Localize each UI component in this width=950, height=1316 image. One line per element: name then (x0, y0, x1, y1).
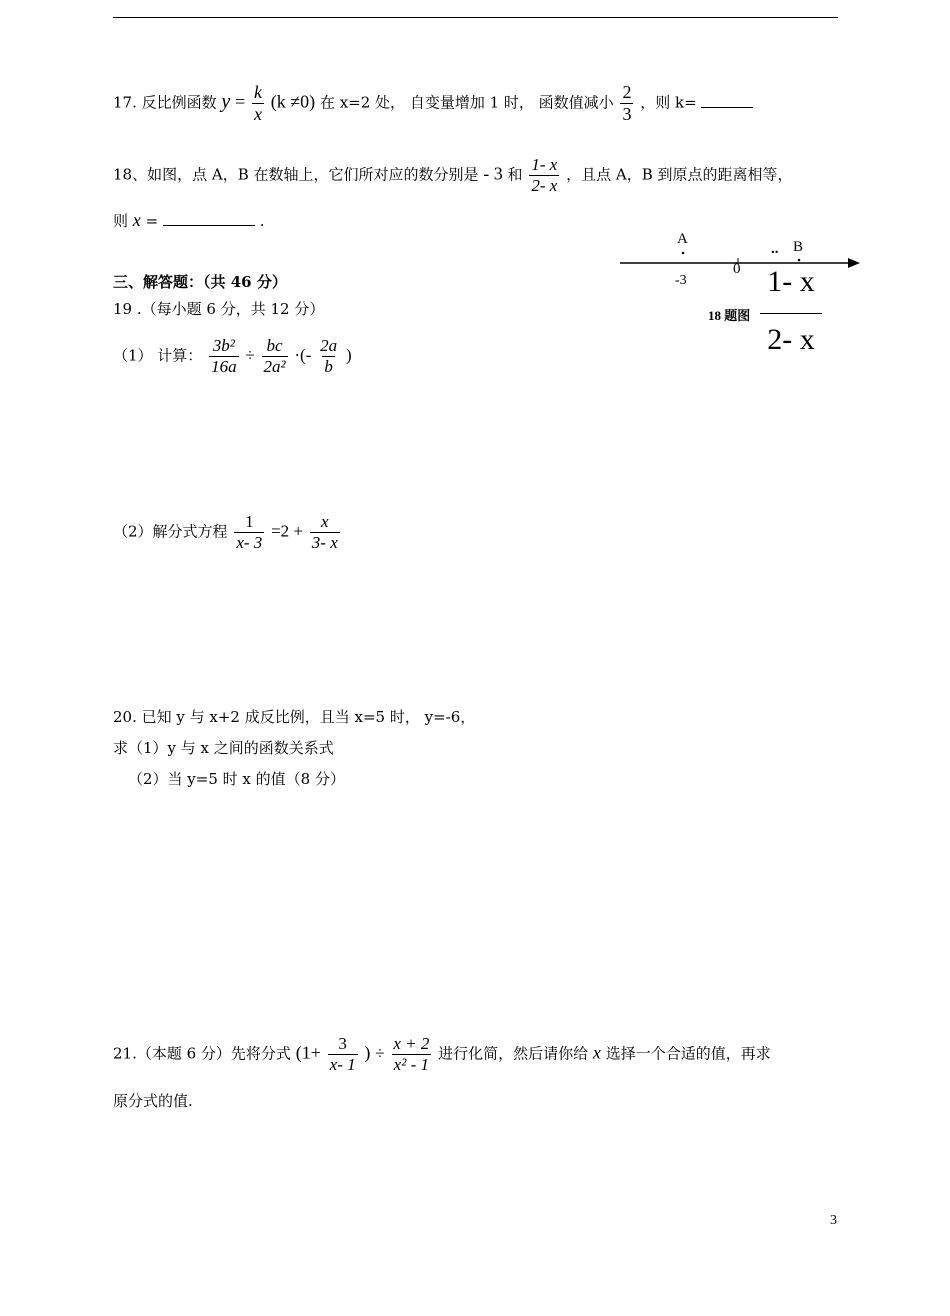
q18-var: x (132, 210, 141, 230)
q17-fraction (252, 82, 264, 125)
q19-p1-frac3 (318, 336, 339, 377)
point-b-dot (798, 259, 801, 262)
q17-label: 17. 反比例函数 (113, 93, 217, 112)
q21-frac2 (391, 1034, 431, 1075)
label-neg3: -3 (675, 273, 687, 288)
number-line-figure (615, 225, 875, 375)
figure-caption: 18 题图 (708, 308, 751, 323)
q18-line-2 (113, 210, 265, 231)
q19-p1-close: ) (345, 345, 352, 365)
section-3-title: 三、解答题：（共 46 分） (113, 273, 287, 291)
q17-dec-num: 2 (622, 82, 632, 102)
q21-close: ) (364, 1042, 371, 1063)
q19-p2-f1-num: 1 (245, 512, 254, 531)
q19-p1-f2-num: bc (266, 336, 283, 355)
q19-p1-frac1 (209, 336, 239, 377)
q19-part-2 (113, 512, 342, 553)
q21-f1-num: 3 (338, 1034, 347, 1053)
q21-f1-den: x- 1 (329, 1054, 356, 1074)
q18-tail: ，且点 A，B 到原点的距离相等， (566, 165, 793, 184)
big-frac-den: 2- x (767, 323, 815, 356)
q19-p2-frac2 (310, 512, 340, 553)
q19-p2-f2-den: 3- x (311, 532, 338, 552)
q20-line-2: 求（1）y 与 x 之间的函数关系式 (113, 739, 334, 757)
q19-part-1 (113, 336, 352, 377)
label-dots: .. (771, 241, 779, 257)
q19-p1-f1-den: 16a (211, 356, 237, 376)
q21-mid: 进行化简，然后请你给 (438, 1044, 589, 1063)
q18-label: 18、如图，点 A，B 在数轴上，它们所对应的数分别是 (113, 165, 479, 184)
question-17 (113, 82, 753, 125)
q18-and: 和 (507, 165, 523, 184)
big-frac-num: 1- x (767, 265, 815, 298)
q17-eq-sign: = (235, 91, 246, 112)
q18-eq: = (145, 212, 159, 230)
q17-condition: (k ≠0) (270, 91, 316, 112)
q19-p1-f3-num: 2a (320, 336, 338, 355)
q21-prefix: 21.（本题 6 分）先将分式 (113, 1044, 291, 1063)
q21-divide: ÷ (375, 1043, 385, 1063)
q18-answer-blank[interactable] (163, 225, 255, 226)
big-frac-bar (760, 313, 822, 314)
q19-p1-dot: ·(- (294, 345, 312, 365)
point-a-dot (682, 252, 685, 255)
figure-big-fraction (760, 265, 822, 365)
q21-var: x (592, 1042, 601, 1063)
q18-frac-num: 1- x (531, 155, 558, 174)
q17-middle-text: 在 x=2 处， 自变量增加 1 时， 函数值减小 (319, 93, 614, 112)
label-b: B (793, 239, 804, 255)
q17-tail: ，则 k= (640, 93, 697, 112)
number-line-svg (615, 225, 875, 285)
q17-decrease-fraction (620, 82, 633, 125)
q18-end: . (259, 212, 265, 230)
q21-f2-den: x² - 1 (393, 1054, 429, 1074)
q21-tail: 选择一个合适的值，再求 (605, 1044, 771, 1063)
q21-frac1 (328, 1034, 358, 1075)
label-zero: 0 (733, 261, 741, 277)
q17-frac-num: k (254, 82, 263, 102)
question-18 (113, 155, 793, 196)
q19-p2-f2-num: x (321, 512, 329, 531)
q18-neg3: - 3 (483, 163, 503, 184)
q19-p2-f1-den: x- 3 (236, 532, 263, 552)
q21-open: (1+ (295, 1042, 321, 1063)
q17-eq-y: y (221, 90, 231, 113)
q19-p1-label: （1） 计算： (113, 346, 203, 365)
q19-p2-mid: =2 + (271, 521, 304, 541)
q17-frac-den: x (254, 103, 263, 124)
q18-frac-den: 2- x (531, 175, 558, 195)
q17-answer-blank[interactable] (701, 107, 753, 108)
q19-p1-f3-den: b (324, 356, 333, 376)
q19-p2-label: （2）解分式方程 (113, 522, 228, 541)
q19-p1-f2-den: 2a² (263, 356, 286, 376)
number-line-arrow-icon (848, 258, 860, 268)
q19-p2-frac1 (234, 512, 264, 553)
q21-f2-num: x + 2 (393, 1034, 430, 1053)
q18-fraction (529, 155, 559, 196)
q17-dec-den: 3 (622, 103, 632, 124)
q19-header: 19 .（每小题 6 分，共 12 分） (113, 300, 325, 318)
q18-line2-prefix: 则 (113, 212, 129, 230)
q20-line-1: 20. 已知 y 与 x+2 成反比例，且当 x=5 时， y=-6， (113, 708, 476, 726)
q19-p1-frac2 (262, 336, 288, 377)
top-rule (113, 17, 838, 18)
label-a: A (677, 231, 688, 247)
q19-p1-f1-num: 3b² (212, 336, 235, 355)
page-number: 3 (830, 1213, 837, 1228)
question-21 (113, 1034, 771, 1075)
q21-line-2: 原分式的值. (113, 1092, 193, 1110)
q19-p1-divide: ÷ (245, 345, 255, 365)
q20-line-3: （2）当 y=5 时 x 的值（8 分） (128, 770, 345, 788)
